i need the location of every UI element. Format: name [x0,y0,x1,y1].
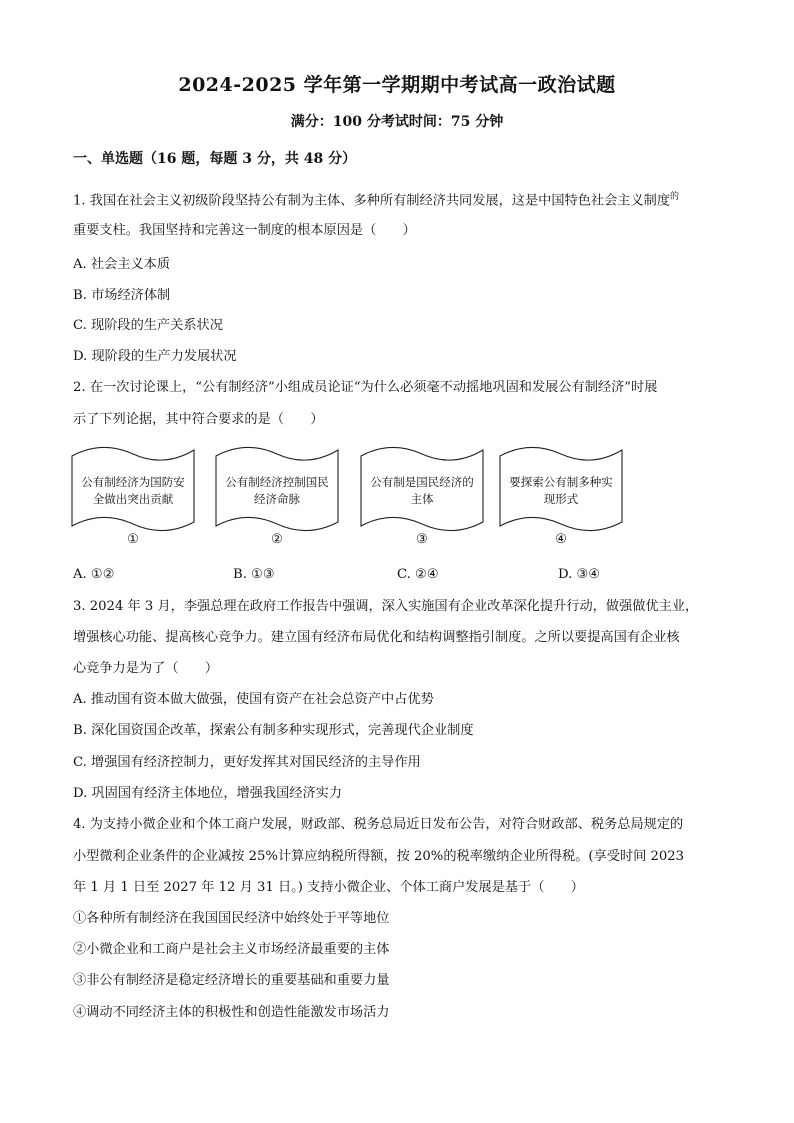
q4-stem-line-1: 4. 为支持小微企业和个体工商户发展，财政部、税务总局近日发布公告，对符合财政部、税务总局规定的 [73,817,684,832]
q2-choice-c: C. ②④ [397,567,439,582]
q2-banner-3-text: 公有制是国民经济的主体 [370,475,474,506]
q2-choice-b: B. ①③ [233,567,275,582]
q4-stem-line-3: 年 1 月 1 日至 2027 年 12 月 31 日。) 支持小微企业、个体工商户发展是基于（ ） [73,880,584,895]
q1-stem-line-2: 重要支柱。我国坚持和完善这一制度的根本原因是（ ） [73,223,416,238]
q4-statement-4: ④调动不同经济主体的积极性和创造性能激发市场活力 [73,1005,390,1020]
q2-banner-2-text: 公有制经济控制国民经济命脉 [225,475,329,506]
q3-stem-line-3: 心竞争力是为了（ ） [73,661,219,676]
q2-banner-2-number: ② [271,532,283,547]
q1-option-b: B. 市场经济体制 [73,288,171,303]
q2-choice-d: D. ③④ [558,567,601,582]
section-heading: 一、单选题（16 题，每题 3 分，共 48 分） [73,151,357,167]
q2-stem-line-1: 2. 在一次讨论课上，“公有制经济”小组成员论证“为什么必须毫不动摇地巩固和发展公有制经济”时展 [73,380,658,395]
q3-option-c: C. 增强国有经济控制力，更好发挥其对国民经济的主导作用 [73,755,421,770]
q4-stem-line-2: 小型微利企业条件的企业减按 25%计算应纳税所得额，按 20%的税率缴纳企业所得税。(享受时间 2023 [73,849,685,864]
q3-option-b: B. 深化国资国企改革，探索公有制多种实现形式，完善现代企业制度 [73,723,474,738]
exam-info: 满分：100 分考试时间：75 分钟 [290,114,504,130]
q1-stem-line-1 [73,188,723,210]
q1-option-a: A. 社会主义本质 [73,257,171,272]
q3-option-a: A. 推动国有资本做大做强，使国有资产在社会总资产中占优势 [73,692,434,707]
q4-statement-2: ②小微企业和工商户是社会主义市场经济最重要的主体 [73,942,390,957]
q1-option-c: C. 现阶段的生产关系状况 [73,318,223,333]
q2-banner-4-text: 要探索公有制多种实现形式 [509,475,613,506]
q3-stem-line-2: 增强核心功能、提高核心竞争力。建立国有经济布局优化和结构调整指引制度。之所以要提高国有企业核 [73,630,680,645]
page-title: 2024-2025 学年第一学期期中考试高一政治试题 [178,74,616,96]
q2-banner-3 [360,442,484,534]
q3-option-d: D. 巩固国有经济主体地位，增强我国经济实力 [73,786,343,801]
q1-stem-text-1: 1. 我国在社会主义初级阶段坚持公有制为主体、多种所有制经济共同发展，这是中国特色社会主义制度 [73,193,671,209]
q1-stem-tail: 的 [670,192,680,202]
q2-banner-1-text: 公有制经济为国防安全做出突出贡献 [81,475,185,506]
q2-banner-1 [71,442,195,534]
q2-stem-line-2: 示了下列论据，其中符合要求的是（ ） [73,412,324,427]
q2-banner-3-number: ③ [416,532,428,547]
q3-stem-line-1: 3. 2024 年 3 月，李强总理在政府工作报告中强调，深入实施国有企业改革深化提升行动，做强做优主业， [73,599,699,614]
q1-option-d: D. 现阶段的生产力发展状况 [73,349,237,364]
q2-choice-a: A. ①② [73,567,115,582]
q2-banner-4-number: ④ [555,532,567,547]
q4-statement-1: ①各种所有制经济在我国国民经济中始终处于平等地位 [73,911,390,926]
q2-banner-1-number: ① [127,532,139,547]
q4-statement-3: ③非公有制经济是稳定经济增长的重要基础和重要力量 [73,973,390,988]
q2-banner-4 [499,442,623,534]
q2-banner-2 [215,442,339,534]
